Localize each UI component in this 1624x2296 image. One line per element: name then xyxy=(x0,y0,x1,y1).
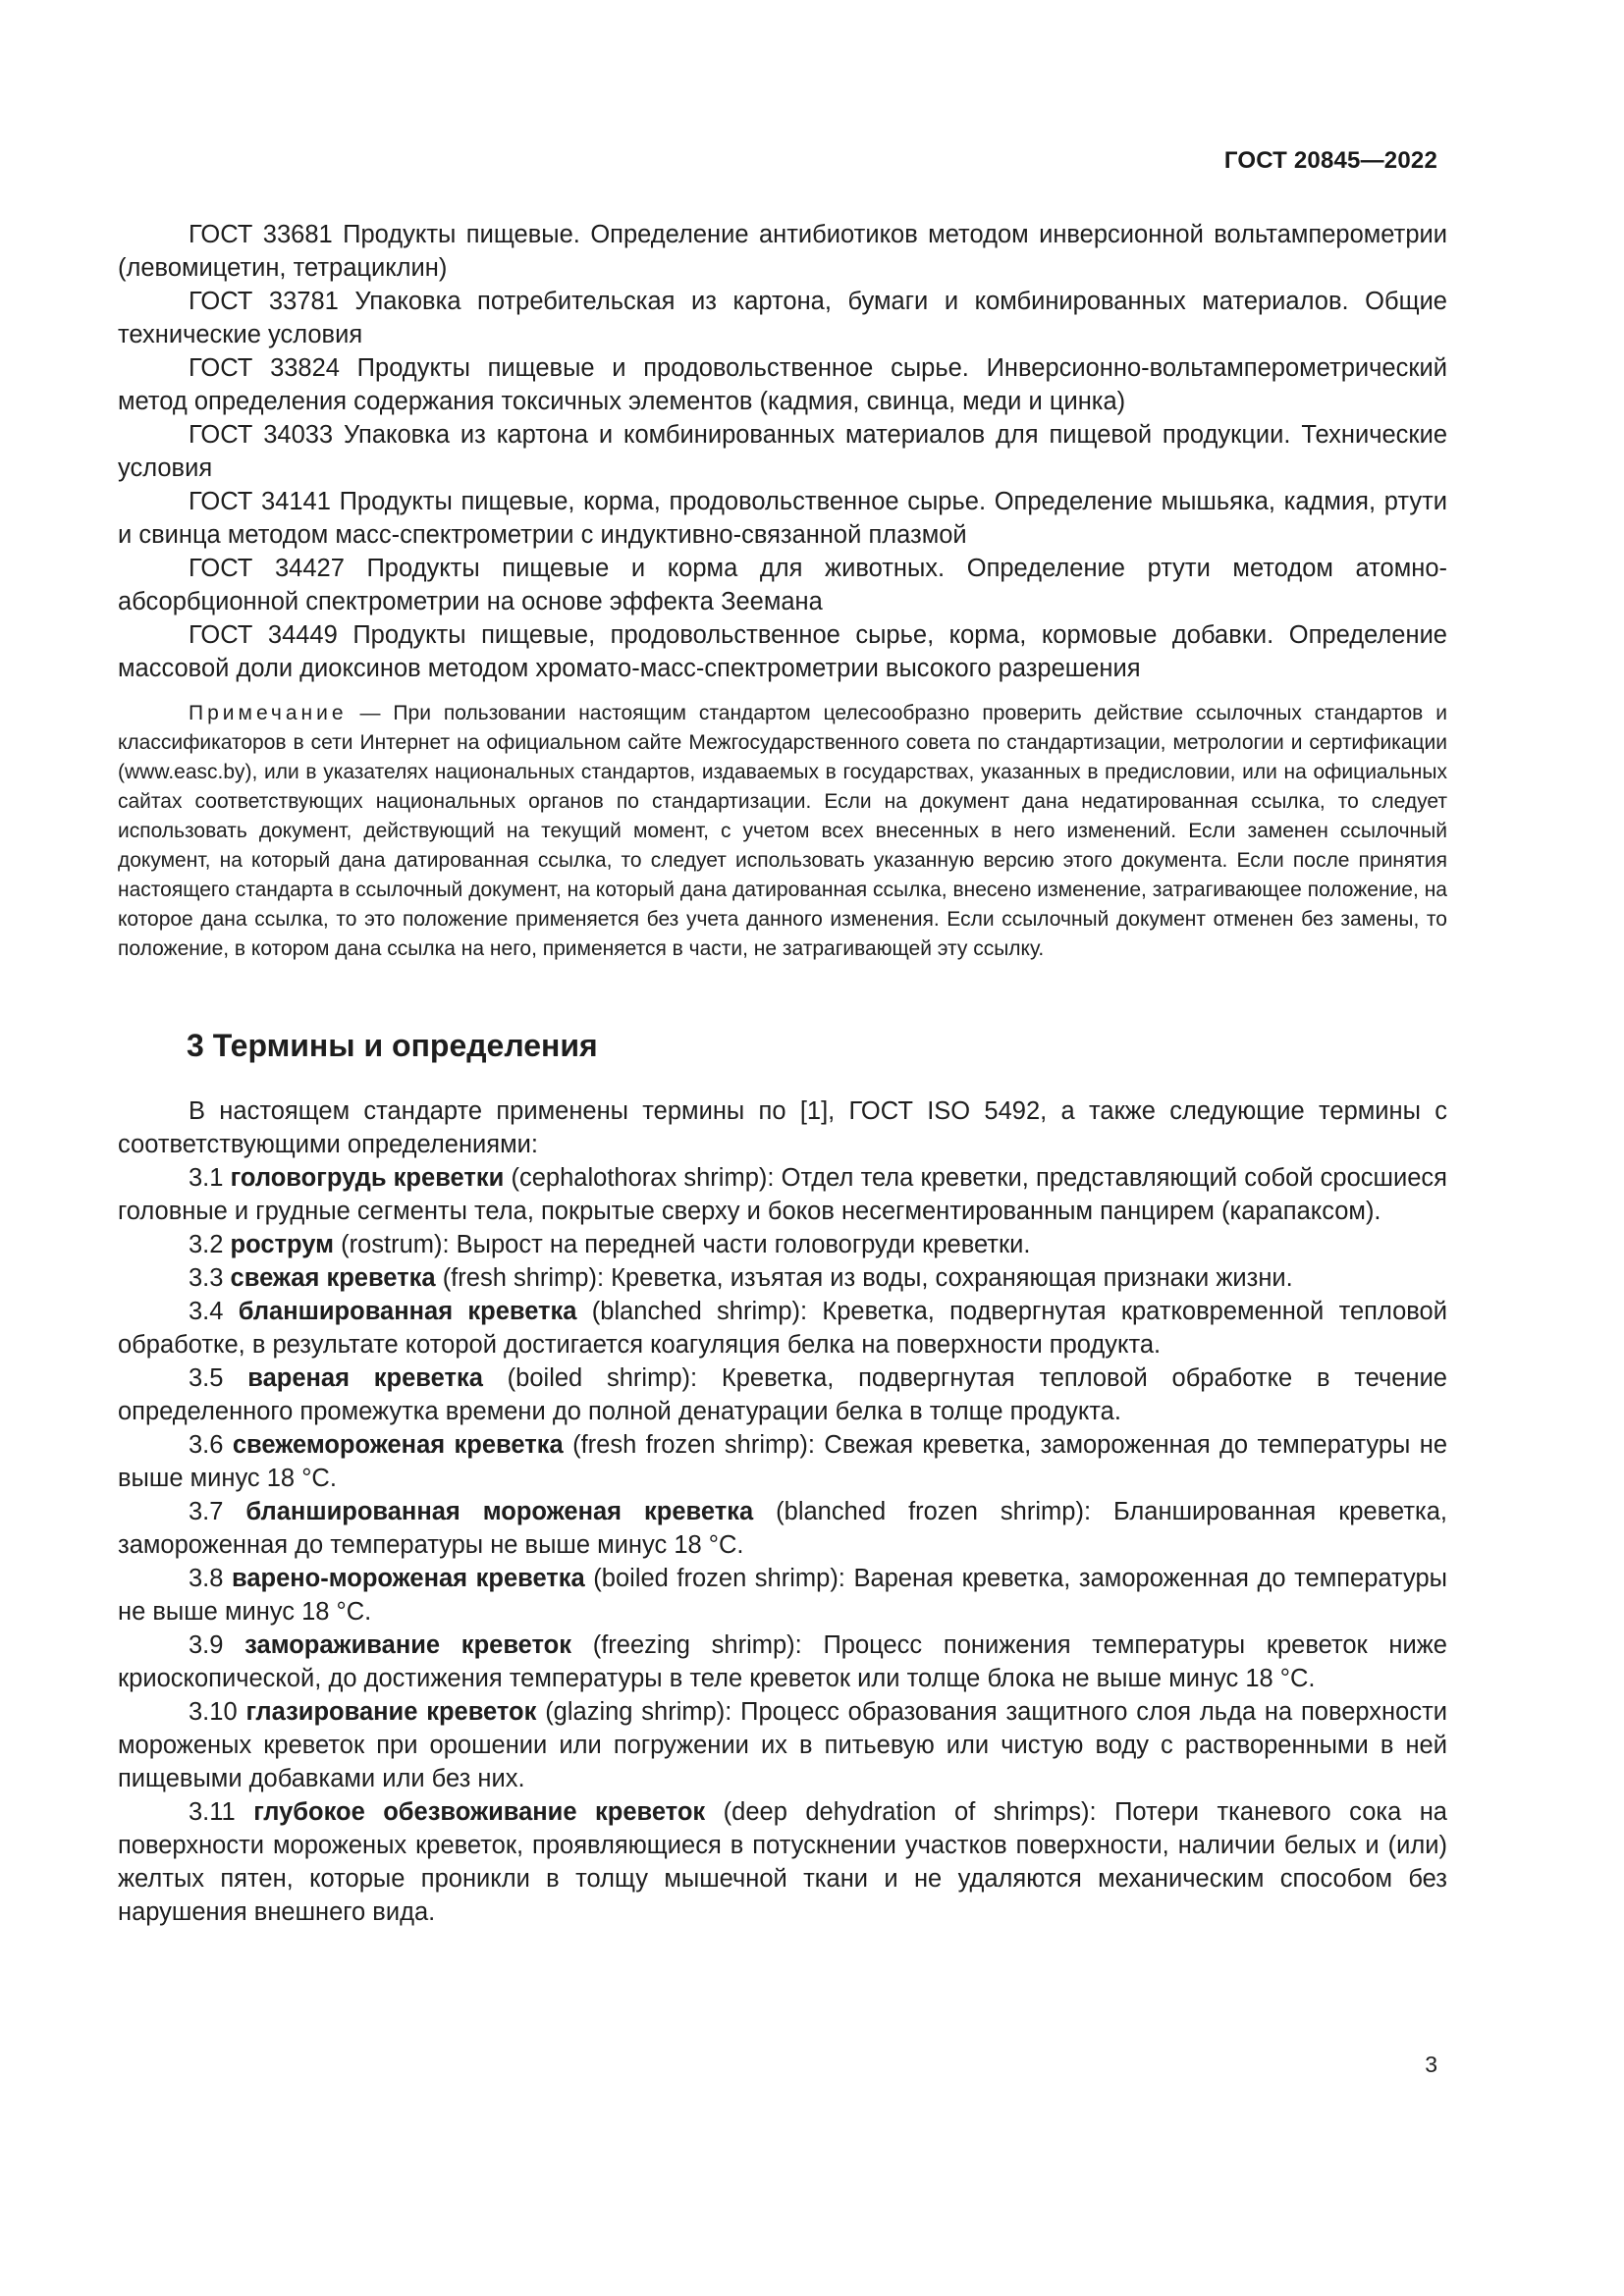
section-title: 3 Термины и определения xyxy=(187,1028,598,1063)
term-definition xyxy=(118,1295,1447,1362)
term-text: (boiled frozen shrimp): Вареная креветка, замороженная до температуры не выше минус 18 °С. xyxy=(118,1565,1447,1626)
section-intro: В настоящем стандарте применены термины по [1], ГОСТ ISO 5492, а также следующие термины с соответствующими определениями: xyxy=(118,1097,1447,1158)
references-note xyxy=(118,699,1447,964)
term-name: свежая креветка xyxy=(230,1264,436,1292)
term-text: (boiled shrimp): Креветка, подвергнутая тепловой обработке в течение определенного промежутка времени до полной денатурации белка в толще продукта. xyxy=(118,1364,1447,1425)
term-definition xyxy=(118,1362,1447,1428)
term-number: 3.9 xyxy=(189,1631,224,1659)
term-text: (fresh shrimp): Креветка, изъятая из воды, сохраняющая признаки жизни. xyxy=(442,1264,1293,1292)
term-definition xyxy=(118,1428,1447,1495)
term-number: 3.5 xyxy=(189,1364,224,1392)
reference-item: ГОСТ 33781 Упаковка потребительская из картона, бумаги и комбинированных материалов. Общие технические условия xyxy=(118,288,1447,348)
term-text: (glazing shrimp): Процесс образования защитного слоя льда на поверхности мороженых креветок при орошении или погружении их в питьевую или чистую воду с растворенными в ней пищевыми добавками или без них. xyxy=(118,1698,1447,1792)
term-definition xyxy=(118,1161,1447,1228)
document-header-id: ГОСТ 20845—2022 xyxy=(1223,147,1437,174)
term-text: (blanched frozen shrimp): Бланшированная креветка, замороженная до температуры не выше минус 18 °С. xyxy=(118,1498,1447,1559)
term-text: (rostrum): Вырост на передней части головогруди креветки. xyxy=(341,1231,1031,1258)
reference-item: ГОСТ 34033 Упаковка из картона и комбинированных материалов для пищевой продукции. Технические условия xyxy=(118,421,1447,482)
term-number: 3.1 xyxy=(189,1164,224,1192)
terms-list xyxy=(118,1161,1447,1929)
term-definition xyxy=(118,1261,1447,1295)
term-text: (blanched shrimp): Креветка, подвергнутая кратковременной тепловой обработке, в результате которой достигается коагуляция белка на поверхности продукта. xyxy=(118,1298,1447,1359)
reference-item: ГОСТ 33681 Продукты пищевые. Определение антибиотиков методом инверсионной вольтамперометрии (левомицетин, тетрациклин) xyxy=(118,221,1447,282)
term-name: замораживание креветок xyxy=(244,1631,572,1659)
page-number: 3 xyxy=(1425,2052,1437,2077)
reference-item: ГОСТ 34449 Продукты пищевые, продовольственное сырье, корма, кормовые добавки. Определение массовой доли диоксинов методом хромато-масс-спектрометрии высокого разрешения xyxy=(118,621,1447,682)
term-text: (deep dehydration of shrimps): Потери тканевого сока на поверхности мороженых креветок, проявляющиеся в потускнении участков поверхности, наличии белых и (или) желтых пятен, которые проникли в толщу мышечной ткани и не удаляются механическим способом без нарушения внешнего вида. xyxy=(118,1798,1447,1926)
term-number: 3.11 xyxy=(189,1798,236,1826)
note-text: — При пользовании настоящим стандартом целесообразно проверить действие ссылочных стандартов и классификаторов в сети Интернет на официальном сайте Межгосударственного совета по стандартизации, метрологии и сертификации (www.easc.by), или в указателях национальных стандартов, издаваемых в государствах, указанных в предисловии, или на официальных сайтах соответствующих национальных органов по стандартизации. Если на документ дана недатированная ссылка, то следует использовать документ, действующий на текущий момент, с учетом всех внесенных в него изменений. Если заменен ссылочный документ, на который дана датированная ссылка, то следует использовать указанную версию этого документа. Если после принятия настоящего стандарта в ссылочный документ, на который дана датированная ссылка, внесено изменение, затрагивающее положение, на которое дана ссылка, то это положение применяется без учета данного изменения. Если ссылочный документ отменен без замены, то положение, в котором дана ссылка на него, применяется в части, не затрагивающей эту ссылку. xyxy=(118,702,1447,960)
term-name: глазирование креветок xyxy=(245,1698,537,1726)
term-definition xyxy=(118,1228,1447,1261)
term-definition xyxy=(118,1795,1447,1929)
reference-item: ГОСТ 34141 Продукты пищевые, корма, продовольственное сырье. Определение мышьяка, кадмия, ртути и свинца методом масс-спектрометрии с индуктивно-связанной плазмой xyxy=(118,488,1447,549)
term-text: (cephalothorax shrimp): Отдел тела креветки, представляющий собой сросшиеся головные и грудные сегменты тела, покрытые сверху и боков несегментированным панцирем (карапаксом). xyxy=(118,1164,1447,1225)
term-name: свежемороженая креветка xyxy=(232,1431,564,1459)
reference-item: ГОСТ 33824 Продукты пищевые и продовольственное сырье. Инверсионно-вольтамперометрический метод определения содержания токсичных элементов (кадмия, свинца, меди и цинка) xyxy=(118,354,1447,415)
term-number: 3.7 xyxy=(189,1498,224,1525)
term-definition xyxy=(118,1629,1447,1695)
term-name: рострум xyxy=(230,1231,334,1258)
term-number: 3.3 xyxy=(189,1264,224,1292)
term-number: 3.8 xyxy=(189,1565,224,1592)
note-label: Примечание xyxy=(189,702,348,724)
term-number: 3.4 xyxy=(189,1298,224,1325)
term-definition xyxy=(118,1695,1447,1795)
term-number: 3.2 xyxy=(189,1231,224,1258)
reference-item: ГОСТ 34427 Продукты пищевые и корма для животных. Определение ртути методом атомно-абсорбционной спектрометрии на основе эффекта Зеемана xyxy=(118,555,1447,615)
term-name: вареная креветка xyxy=(247,1364,483,1392)
page-content xyxy=(118,218,1447,1929)
term-name: бланшированная креветка xyxy=(238,1298,577,1325)
term-text: (freezing shrimp): Процесс понижения температуры креветок ниже криоскопической, до достижения температуры в теле креветок или толще блока не выше минус 18 °С. xyxy=(118,1631,1447,1692)
term-name: глубокое обезвоживание креветок xyxy=(253,1798,706,1826)
term-name: головогрудь креветки xyxy=(230,1164,505,1192)
normative-references-list xyxy=(118,218,1447,685)
term-number: 3.10 xyxy=(189,1698,238,1726)
term-number: 3.6 xyxy=(189,1431,224,1459)
term-text: (fresh frozen shrimp): Свежая креветка, замороженная до температуры не выше минус 18 °С. xyxy=(118,1431,1447,1492)
term-definition xyxy=(118,1495,1447,1562)
term-name: бланшированная мороженая креветка xyxy=(245,1498,754,1525)
term-name: варено-мороженая креветка xyxy=(232,1565,585,1592)
term-definition xyxy=(118,1562,1447,1629)
